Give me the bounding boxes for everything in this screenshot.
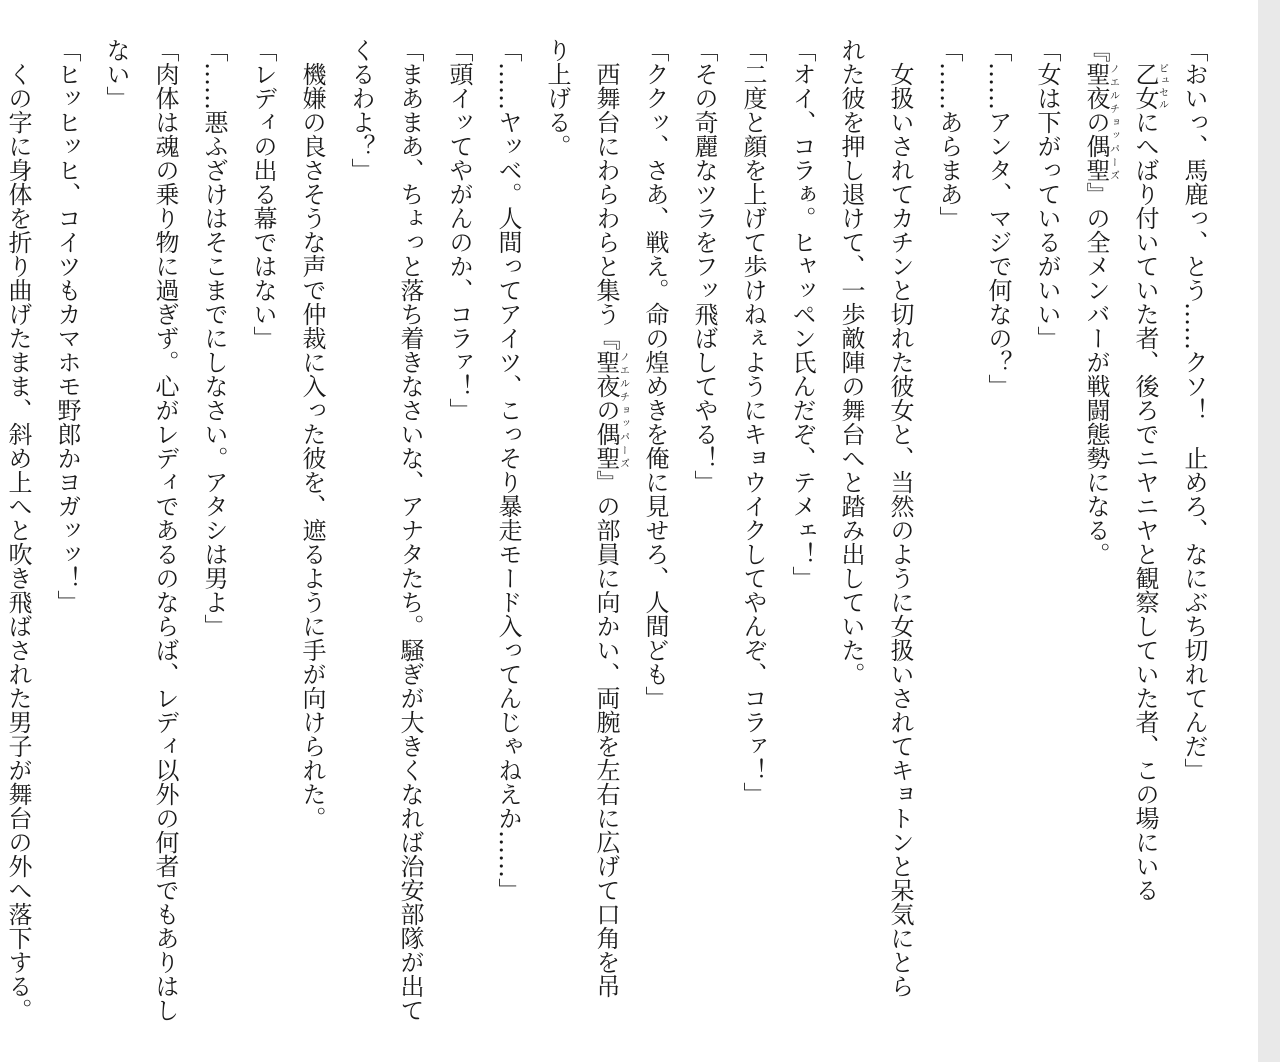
text-line: 西舞台にわらわらと集う『聖夜の偶聖ノエルチョッパーズ』の部員に向かい、両腕を左右に広げて口角を吊 xyxy=(592,38,629,998)
text-line: 「その奇麗なツラをフッ飛ばしてやる！」 xyxy=(690,38,718,494)
text-line: 「おいっ、馬鹿っ、とう……クソ！ 止めろ、なにぶち切れてんだ」 xyxy=(1180,38,1208,782)
text-line: 「ヒッヒッヒ、コイツもカマホモ野郎かヨガッッ！」 xyxy=(53,38,81,614)
text-line: ない」 xyxy=(102,38,130,110)
text-line: くの字に身体を折り曲げたまま、斜め上へと吹き飛ばされた男子が舞台の外へ落下する。 xyxy=(4,38,32,1022)
text-line: 「まあまあ、ちょっと落ち着きなさいな、アナタたち。騒ぎが大きくなれば治安部隊が出て xyxy=(396,38,424,1022)
text-line: 「頭イッてやがんのか、コラァ！」 xyxy=(445,38,473,422)
text-line: 「ククッ、さあ、戦え。命の煌めきを俺に見せろ、人間ども」 xyxy=(641,38,669,710)
ruby-annotation: 乙女ピュセル xyxy=(1131,62,1168,110)
text-line: 「肉体は魂の乗り物に過ぎず。心がレディであるのならば、レディ以外の何者でもありはし xyxy=(151,38,179,1022)
page-edge-strip xyxy=(1258,0,1280,1062)
text-line: 「……あらまあ」 xyxy=(935,38,963,230)
text-line: 『聖夜の偶聖ノエルチョッパーズ』の全メンバーが戦闘態勢になる。 xyxy=(1082,38,1119,566)
text-line: れた彼を押し退けて、一歩敵陣の舞台へと踏み出していた。 xyxy=(837,38,865,686)
text-line: 「……アンタ、マジで何なの？」 xyxy=(984,38,1012,398)
text-line: 「……ヤッベ。人間ってアイツ、こっそり暴走モード入ってんじゃねえか……」 xyxy=(494,38,522,902)
text-line: 「女は下がっているがいい」 xyxy=(1033,38,1061,350)
text-line: り上げる。 xyxy=(543,38,571,158)
text-line: 「二度と顔を上げて歩けねぇようにキョウイクしてやんぞ、コラァ！」 xyxy=(739,38,767,806)
ruby-annotation: 聖夜の偶聖ノエルチョッパーズ xyxy=(1082,62,1119,182)
ruby-annotation: 聖夜の偶聖ノエルチョッパーズ xyxy=(592,350,629,470)
text-line: 「……悪ふざけはそこまでにしなさい。アタシは男よ」 xyxy=(200,38,228,638)
text-line: 「オイ、コラぁ。ヒャッペン氏んだぞ、テメェ！」 xyxy=(788,38,816,590)
text-line: 「レディの出る幕ではない」 xyxy=(249,38,277,350)
text-line: 機嫌の良さそうな声で仲裁に入った彼を、遮るように手が向けられた。 xyxy=(298,38,326,830)
text-line: 女扱いされてカチンと切れた彼女と、当然のように女扱いされてキョトンと呆気にとら xyxy=(886,38,914,998)
vertical-text-page xyxy=(4,38,1218,1028)
text-line: 乙女ピュセルにへばり付いていた者、後ろでニヤニヤと観察していた者、この場にいる xyxy=(1131,62,1168,902)
text-line: くるわよ？」 xyxy=(347,38,375,182)
